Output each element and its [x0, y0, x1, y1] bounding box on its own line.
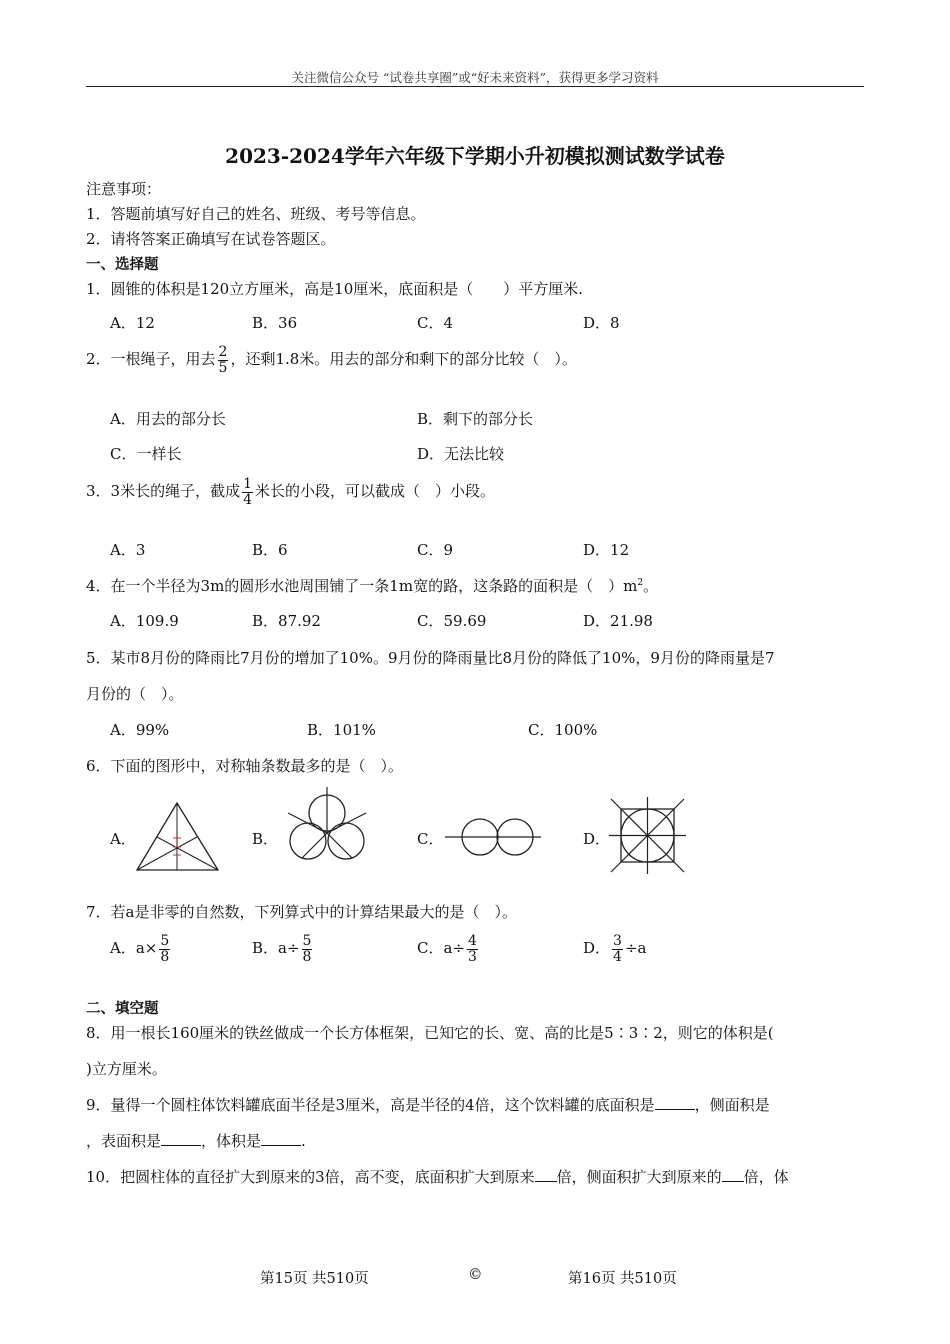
q6-label-d[interactable]: D． [583, 830, 611, 848]
q3-option-a[interactable]: A．3 [110, 541, 146, 559]
three-circles-icon [282, 783, 372, 878]
q7-option-c[interactable] [417, 934, 480, 964]
square-circle-axes-icon [605, 795, 690, 880]
answer-blank[interactable] [535, 1166, 557, 1182]
question-9-line1 [86, 1094, 770, 1115]
fraction-denominator: 4 [243, 491, 253, 508]
option-label: D． [583, 939, 611, 958]
header-divider [86, 86, 864, 87]
q7-option-d[interactable] [583, 934, 646, 964]
exam-title: 2023-2024学年六年级下学期小升初模拟测试数学试卷 [225, 144, 725, 168]
page-header-note: 关注微信公众号 “试卷共享圈”或“好未来资料”，获得更多学习资料 [291, 70, 659, 85]
q3-text-pre: 3．3米长的绳子，截成 [86, 482, 241, 501]
section-heading-choice: 一、选择题 [86, 257, 159, 273]
q10-text: 倍，体 [743, 1168, 789, 1186]
q5-option-a[interactable]: A．99% [110, 721, 170, 739]
q2-option-b[interactable]: B．剩下的部分长 [417, 410, 534, 428]
q10-text: 倍，侧面积扩大到原来的 [556, 1168, 722, 1186]
question-9-line2 [86, 1130, 306, 1151]
q9-text: . [301, 1132, 306, 1150]
q2-fraction [218, 345, 229, 375]
footer-page-right: 第16页 共510页 [568, 1271, 677, 1287]
q4-option-d[interactable]: D．21.98 [583, 612, 653, 630]
q3-text-post: 米长的小段，可以截成（ ）小段。 [255, 482, 496, 501]
q4-option-c[interactable]: C．59.69 [417, 612, 487, 630]
option-expr: a× [135, 939, 158, 958]
fraction-numerator: 4 [468, 933, 477, 949]
q2-option-a[interactable]: A．用去的部分长 [110, 410, 226, 428]
question-6: 6．下面的图形中，对称轴条数最多的是（ ）。 [86, 757, 404, 775]
question-5-line1: 5．某市8月份的降雨比7月份的增加了10%。9月份的降雨量比8月份的降低了10%，9月份的降雨量是7 [86, 649, 775, 667]
q3-fraction [242, 477, 253, 507]
q2-option-c[interactable]: C．一样长 [110, 445, 182, 463]
fraction-numerator: 5 [160, 933, 170, 949]
q2-text-pre: 2．一根绳子，用去 [86, 350, 216, 369]
section-heading-fill: 二、填空题 [86, 1001, 159, 1017]
q6-label-c[interactable]: C． [417, 830, 444, 848]
q3-option-d[interactable]: D．12 [583, 541, 630, 559]
option-fraction [159, 934, 170, 964]
q4-text: 4．在一个半径为3m的圆形水池周围铺了一条1m宽的路，这条路的面积是（ ）m [86, 577, 638, 595]
q4-text-end: 。 [643, 577, 659, 595]
question-10 [86, 1166, 789, 1187]
question-8-line1: 8．用一根长160厘米的铁丝做成一个长方体框架，已知它的长、宽、高的比是5∶3∶2，则它的体积是( [86, 1024, 774, 1042]
q5-option-b[interactable]: B．101% [307, 721, 376, 739]
q2-option-d[interactable]: D．无法比较 [417, 445, 505, 463]
answer-blank[interactable] [722, 1166, 744, 1182]
q3-option-b[interactable]: B．6 [252, 541, 288, 559]
option-expr: a÷ [278, 939, 300, 958]
q9-text: ，侧面积是 [694, 1096, 770, 1114]
question-7: 7．若a是非零的自然数，下列算式中的计算结果最大的是（ ）。 [86, 903, 517, 921]
answer-blank[interactable] [261, 1130, 301, 1146]
fraction-denominator: 5 [218, 359, 228, 376]
notice-item: 1．答题前填写好自己的姓名、班级、考号等信息。 [86, 205, 426, 223]
q1-option-a[interactable]: A．12 [110, 314, 155, 332]
q9-text: 9．量得一个圆柱体饮料罐底面半径是3厘米，高是半径的4倍，这个饮料罐的底面积是 [86, 1096, 655, 1114]
q9-text: ，体积是 [201, 1132, 262, 1150]
question-2 [86, 345, 577, 375]
option-expr: a÷ [443, 939, 465, 958]
q10-text: 10．把圆柱体的直径扩大到原来的3倍，高不变，底面积扩大到原来 [86, 1168, 535, 1186]
question-8-line2: )立方厘米。 [86, 1060, 167, 1078]
q4-option-a[interactable]: A．109.9 [110, 612, 179, 630]
fraction-denominator: 3 [468, 948, 477, 965]
option-fraction [302, 934, 313, 964]
triangle-with-axes-icon [132, 800, 222, 875]
question-1: 1．圆锥的体积是120立方厘米，高是10厘米，底面积是（ ）平方厘米. [86, 280, 584, 298]
fraction-numerator: 2 [218, 344, 228, 360]
question-3 [86, 477, 495, 507]
fraction-denominator: 4 [613, 948, 622, 965]
q1-option-b[interactable]: B．36 [252, 314, 298, 332]
question-5-line2: 月份的（ ）。 [86, 685, 184, 703]
option-label: B． [252, 939, 279, 958]
fraction-denominator: 8 [302, 948, 312, 965]
q7-option-b[interactable] [252, 934, 314, 964]
footer-copyright: © [468, 1267, 483, 1283]
option-fraction [467, 934, 478, 964]
two-circles-icon [443, 815, 543, 860]
q1-option-d[interactable]: D．8 [583, 314, 620, 332]
q2-text-post: ，还剩1.8米。用去的部分和剩下的部分比较（ ）。 [230, 350, 577, 369]
fraction-numerator: 1 [243, 476, 253, 492]
answer-blank[interactable] [161, 1130, 201, 1146]
q5-option-c[interactable]: C．100% [528, 721, 598, 739]
notice-heading: 注意事项： [86, 180, 162, 198]
q4-option-b[interactable]: B．87.92 [252, 612, 321, 630]
notice-item: 2．请将答案正确填写在试卷答题区。 [86, 230, 336, 248]
question-4 [86, 575, 658, 596]
option-fraction [612, 934, 623, 964]
q6-label-a[interactable]: A． [110, 830, 136, 848]
q3-option-c[interactable]: C．9 [417, 541, 454, 559]
fraction-numerator: 5 [302, 933, 312, 949]
option-expr-post: ÷a [624, 939, 647, 958]
fraction-numerator: 3 [613, 933, 622, 949]
fraction-denominator: 8 [160, 948, 170, 965]
q9-text: ，表面积是 [86, 1132, 162, 1150]
q7-option-a[interactable] [110, 934, 172, 964]
option-label: A． [110, 939, 136, 958]
q1-option-c[interactable]: C．4 [417, 314, 454, 332]
q4-superscript: 2 [637, 578, 644, 588]
answer-blank[interactable] [655, 1094, 695, 1110]
option-label: C． [417, 939, 444, 958]
q6-label-b[interactable]: B． [252, 830, 279, 848]
footer-page-left: 第15页 共510页 [260, 1271, 369, 1287]
